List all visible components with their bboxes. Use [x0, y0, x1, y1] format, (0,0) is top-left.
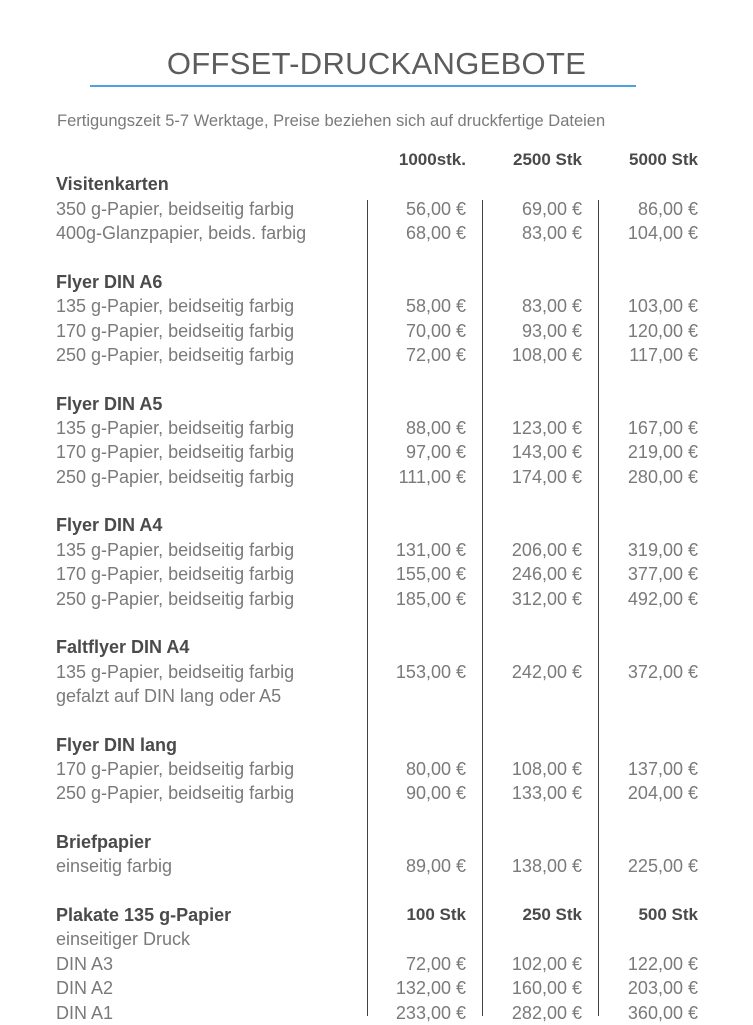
price-row	[0, 343, 753, 367]
product-label: 135 g-Papier, beidseitig farbig	[56, 418, 295, 438]
price-row	[0, 465, 753, 489]
section-heading	[0, 270, 753, 294]
price-cell-3: 280,00 €	[627, 466, 698, 487]
price-row	[0, 197, 753, 221]
product-label: einseitiger Druck	[56, 929, 191, 950]
section-heading	[0, 903, 753, 927]
price-cell-1: 89,00 €	[405, 856, 466, 877]
price-cell-1: 72,00 €	[405, 345, 466, 365]
column-header-1: 1000stk.	[398, 150, 466, 169]
subtitle: Fertigungszeit 5-7 Werktage, Preise beziehen sich auf druckfertige Dateien	[57, 112, 606, 130]
column-header-3: 5000 Stk	[629, 150, 698, 169]
price-row	[0, 416, 753, 440]
section-heading	[0, 733, 753, 757]
price-cell-2: 83,00 €	[521, 223, 582, 244]
product-label: 350 g-Papier, beidseitig farbig	[56, 198, 295, 219]
price-row	[0, 854, 753, 878]
product-label: 135 g-Papier, beidseitig farbig	[56, 661, 295, 682]
section-title: Visitenkarten	[56, 174, 169, 195]
price-cell-3: 117,00 €	[629, 345, 698, 365]
product-label: 250 g-Papier, beidseitig farbig	[56, 466, 295, 487]
product-label: 170 g-Papier, beidseitig farbig	[56, 759, 295, 779]
price-cell-2: 83,00 €	[521, 296, 582, 317]
price-cell-1: 70,00 €	[405, 320, 466, 341]
section-column-header-2: 250 Stk	[522, 905, 582, 924]
price-cell-3: 225,00 €	[627, 856, 698, 877]
price-cell-1: 131,00 €	[395, 539, 466, 560]
price-cell-3: 137,00 €	[627, 759, 698, 779]
price-row	[0, 781, 753, 805]
product-label: DIN A2	[56, 978, 114, 999]
product-label: 250 g-Papier, beidseitig farbig	[56, 345, 295, 365]
product-label: DIN A1	[56, 1002, 114, 1023]
product-label: einseitig farbig	[56, 856, 173, 877]
price-cell-1: 111,00 €	[398, 466, 466, 487]
price-cell-1: 72,00 €	[405, 953, 466, 974]
section-title: Plakate 135 g-Papier	[56, 905, 232, 925]
price-cell-3: 360,00 €	[627, 1002, 698, 1023]
price-row	[0, 319, 753, 343]
price-cell-3: 319,00 €	[627, 539, 698, 560]
price-row	[0, 684, 753, 708]
section-heading	[0, 172, 753, 196]
product-label: DIN A3	[56, 953, 114, 974]
price-row	[0, 1001, 753, 1025]
price-cell-3: 492,00 €	[627, 588, 698, 609]
price-cell-2: 242,00 €	[511, 661, 582, 682]
price-row	[0, 660, 753, 684]
section-column-header-1: 100 Stk	[406, 905, 466, 924]
price-cell-3: 204,00 €	[627, 783, 698, 804]
price-cell-2: 282,00 €	[511, 1002, 582, 1023]
price-row	[0, 294, 753, 318]
price-cell-2: 133,00 €	[511, 783, 582, 804]
price-cell-2: 102,00 €	[511, 953, 582, 974]
price-cell-3: 372,00 €	[627, 661, 698, 682]
product-label: 170 g-Papier, beidseitig farbig	[56, 564, 295, 585]
product-label: 135 g-Papier, beidseitig farbig	[56, 296, 295, 317]
price-cell-1: 68,00 €	[405, 223, 466, 244]
price-cell-2: 143,00 €	[511, 442, 582, 463]
price-cell-2: 174,00 €	[511, 466, 582, 487]
price-cell-1: 155,00 €	[395, 564, 466, 585]
price-cell-2: 123,00 €	[511, 418, 582, 438]
section-heading	[0, 392, 753, 416]
price-cell-2: 206,00 €	[511, 539, 582, 560]
price-cell-2: 69,00 €	[521, 198, 582, 219]
price-cell-2: 108,00 €	[511, 345, 582, 365]
section-title: Flyer DIN A6	[56, 271, 163, 292]
price-row	[0, 440, 753, 464]
section-heading	[0, 830, 753, 854]
price-row	[0, 221, 753, 245]
page-title: OFFSET-DRUCKANGEBOTE	[166, 46, 587, 81]
price-row	[0, 757, 753, 781]
price-cell-1: 233,00 €	[395, 1002, 466, 1023]
price-cell-3: 377,00 €	[627, 564, 698, 585]
price-cell-2: 246,00 €	[511, 564, 582, 585]
price-cell-3: 167,00 €	[627, 418, 698, 438]
price-cell-1: 97,00 €	[405, 442, 466, 463]
price-cell-1: 132,00 €	[395, 978, 466, 999]
section-title: Flyer DIN A4	[56, 515, 163, 536]
product-label: 170 g-Papier, beidseitig farbig	[56, 320, 295, 341]
title-underline	[90, 85, 636, 87]
price-row	[0, 976, 753, 1000]
price-cell-1: 80,00 €	[405, 759, 466, 779]
price-cell-1: 56,00 €	[405, 198, 466, 219]
price-row	[0, 927, 753, 951]
price-cell-1: 88,00 €	[405, 418, 466, 438]
price-cell-3: 203,00 €	[627, 978, 698, 999]
product-label: 170 g-Papier, beidseitig farbig	[56, 442, 295, 463]
section-heading	[0, 635, 753, 659]
price-cell-2: 138,00 €	[511, 856, 582, 877]
product-label: 250 g-Papier, beidseitig farbig	[56, 588, 295, 609]
column-header-2: 2500 Stk	[513, 150, 582, 169]
section-title: Briefpapier	[56, 832, 152, 852]
price-cell-2: 93,00 €	[521, 320, 582, 341]
price-cell-3: 122,00 €	[627, 953, 698, 974]
product-label: 250 g-Papier, beidseitig farbig	[56, 783, 295, 804]
price-row	[0, 562, 753, 586]
price-cell-3: 120,00 €	[627, 320, 698, 341]
price-cell-1: 153,00 €	[395, 661, 466, 682]
price-cell-1: 185,00 €	[395, 588, 466, 609]
price-cell-2: 312,00 €	[511, 588, 582, 609]
price-cell-3: 104,00 €	[627, 223, 698, 244]
price-row	[0, 952, 753, 976]
product-label: 135 g-Papier, beidseitig farbig	[56, 539, 295, 560]
price-cell-2: 108,00 €	[511, 759, 582, 779]
section-heading	[0, 513, 753, 537]
section-title: Flyer DIN lang	[56, 734, 178, 755]
price-cell-1: 58,00 €	[405, 296, 466, 317]
section-column-header-3: 500 Stk	[638, 905, 698, 924]
price-cell-2: 160,00 €	[511, 978, 582, 999]
price-row	[0, 538, 753, 562]
product-label: 400g-Glanzpapier, beids. farbig	[56, 223, 307, 244]
section-title: Flyer DIN A5	[56, 393, 163, 414]
section-title: Faltflyer DIN A4	[56, 637, 190, 658]
price-cell-3: 103,00 €	[627, 296, 698, 317]
price-row	[0, 587, 753, 611]
price-cell-1: 90,00 €	[405, 783, 466, 804]
column-header-row	[0, 148, 753, 172]
price-cell-3: 86,00 €	[637, 198, 698, 219]
price-cell-3: 219,00 €	[627, 442, 698, 463]
product-label: gefalzt auf DIN lang oder A5	[56, 686, 282, 706]
